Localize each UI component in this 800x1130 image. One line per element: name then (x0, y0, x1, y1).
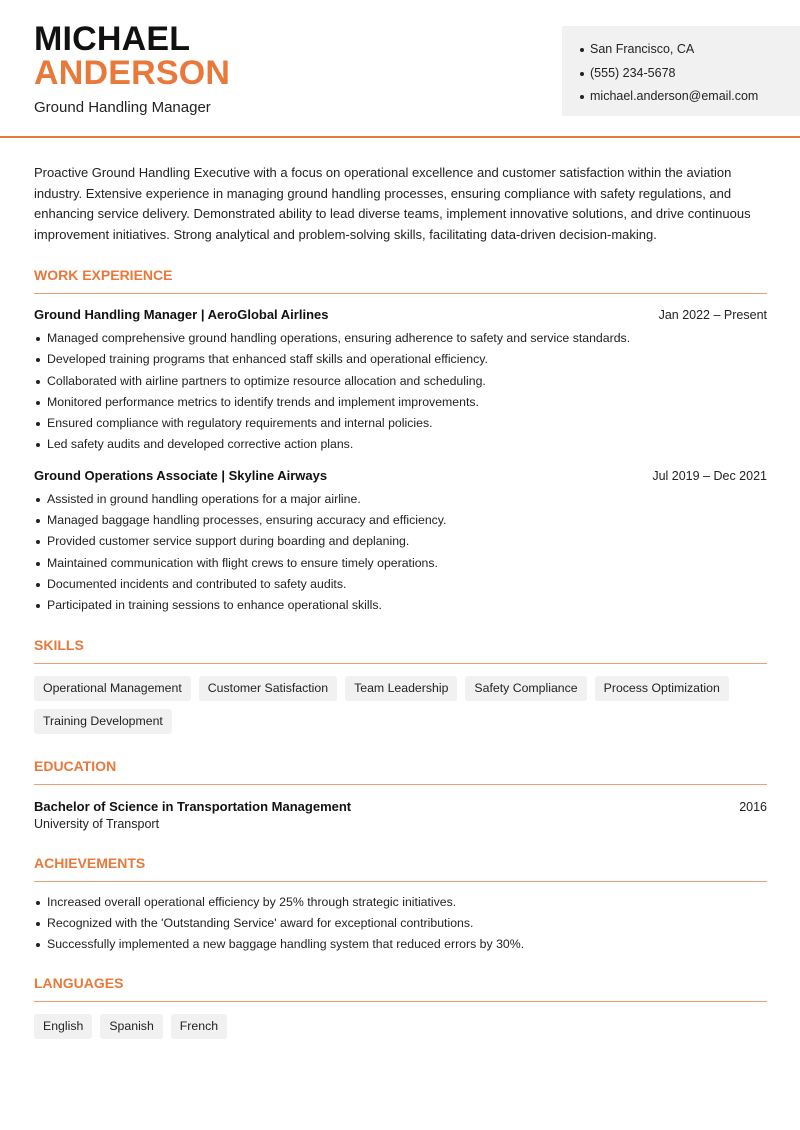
skill-tag: Operational Management (34, 676, 191, 701)
education-year: 2016 (739, 799, 767, 814)
resume-content (34, 163, 767, 1039)
job-entry (34, 468, 767, 617)
work-heading: WORK EXPERIENCE (34, 267, 767, 294)
contact-location: San Francisco, CA (580, 38, 800, 62)
skill-tag: Process Optimization (595, 676, 729, 701)
language-tag: French (171, 1014, 227, 1039)
skills-section (34, 637, 767, 734)
job-date: Jul 2019 – Dec 2021 (652, 468, 767, 483)
skill-tag: Team Leadership (345, 676, 457, 701)
job-date: Jan 2022 – Present (658, 308, 767, 322)
job-role: Ground Handling Manager | AeroGlobal Airlines (34, 307, 329, 322)
achievement-item: Increased overall operational efficiency by 25% through strategic initiatives. (34, 892, 767, 913)
work-section (34, 267, 767, 617)
language-tag: Spanish (100, 1014, 162, 1039)
achievement-item: Successfully implemented a new baggage handling system that reduced errors by 30%. (34, 934, 767, 955)
skills-heading: SKILLS (34, 637, 767, 664)
contact-email: michael.anderson@email.com (580, 85, 800, 109)
contact-box (562, 26, 800, 116)
education-heading: EDUCATION (34, 758, 767, 785)
last-name: ANDERSON (34, 54, 231, 92)
job-bullet: Developed training programs that enhanced staff skills and operational efficiency. (34, 349, 767, 370)
languages-heading: LANGUAGES (34, 975, 767, 1002)
achievements-heading: ACHIEVEMENTS (34, 855, 767, 882)
education-school: University of Transport (34, 816, 160, 831)
languages-section (34, 975, 767, 1039)
achievement-item: Recognized with the 'Outstanding Service' award for exceptional contributions. (34, 913, 767, 934)
job-bullet: Participated in training sessions to enhance operational skills. (34, 595, 767, 616)
achievements-section (34, 855, 767, 956)
candidate-name (34, 22, 230, 90)
resume-header (0, 0, 800, 138)
job-bullet: Led safety audits and developed corrective action plans. (34, 434, 767, 455)
job-bullet: Assisted in ground handling operations for a major airline. (34, 489, 767, 510)
job-bullet: Monitored performance metrics to identify trends and implement improvements. (34, 392, 767, 413)
first-name: MICHAEL (34, 20, 191, 58)
job-bullet: Maintained communication with flight crews to ensure timely operations. (34, 553, 767, 574)
skill-tag: Customer Satisfaction (199, 676, 337, 701)
job-bullet: Provided customer service support during boarding and deplaning. (34, 531, 767, 552)
job-bullet: Documented incidents and contributed to safety audits. (34, 574, 767, 595)
contact-phone: (555) 234-5678 (580, 62, 800, 86)
skill-tag: Training Development (34, 709, 172, 734)
job-bullet: Managed comprehensive ground handling operations, ensuring adherence to safety and service standards. (34, 328, 767, 349)
skill-tag: Safety Compliance (465, 676, 586, 701)
language-tag: English (34, 1014, 92, 1039)
job-bullet: Collaborated with airline partners to optimize resource allocation and scheduling. (34, 371, 767, 392)
job-bullet: Managed baggage handling processes, ensuring accuracy and efficiency. (34, 510, 767, 531)
job-bullet: Ensured compliance with regulatory requirements and internal policies. (34, 413, 767, 434)
summary-text: Proactive Ground Handling Executive with a focus on operational excellence and customer satisfaction within the aviation industry. Extensive experience in managing ground handling processes, ensuring compliance with safety regulations, and enhancing service delivery. Demonstrated ability to lead diverse teams, implement innovative solutions, and drive continuous improvement initiatives. Strong analytical and problem-solving skills, facilitating data-driven decision-making. (34, 165, 751, 242)
job-entry (34, 307, 767, 456)
education-section (34, 758, 767, 831)
job-role: Ground Operations Associate | Skyline Airways (34, 467, 328, 483)
education-degree: Bachelor of Science in Transportation Management (34, 798, 352, 814)
job-title: Ground Handling Manager (34, 99, 211, 116)
